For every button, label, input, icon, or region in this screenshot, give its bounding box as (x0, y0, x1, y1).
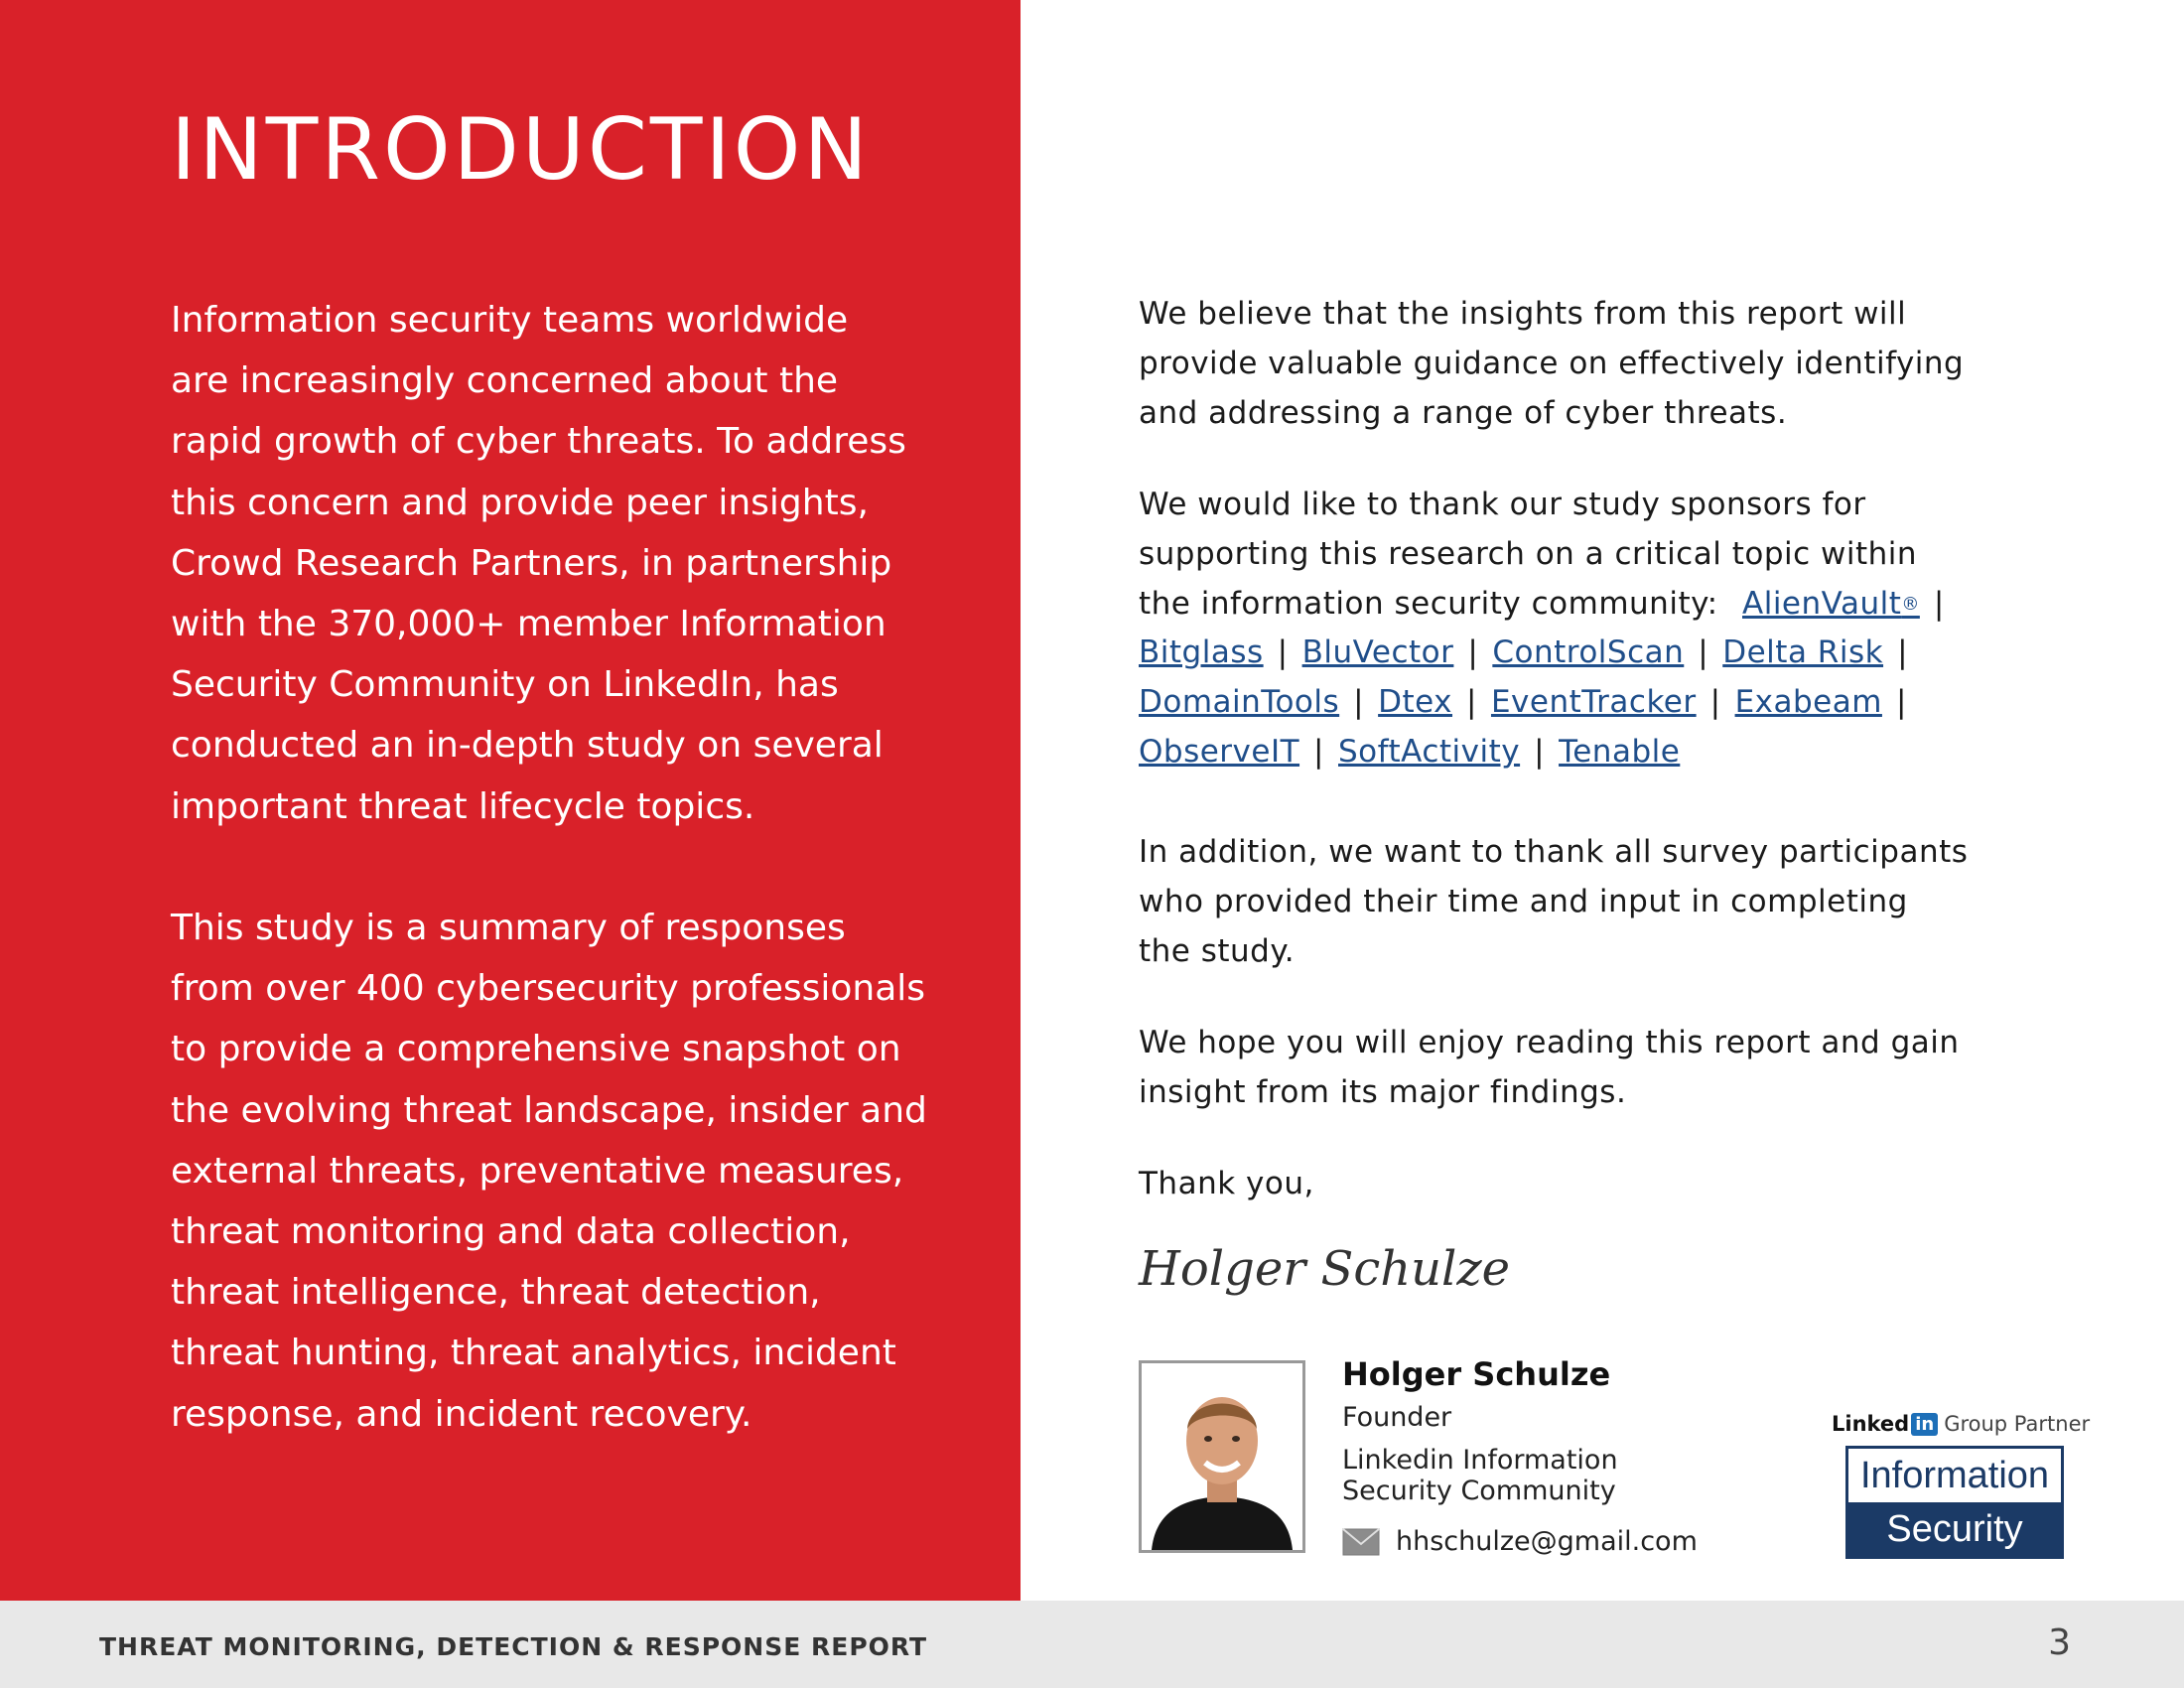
text-line: We would like to thank our study sponsors for (1139, 487, 1866, 522)
text-line: who provided their time and input in completing (1139, 883, 1908, 919)
text-line: We believe that the insights from this report will (1139, 296, 1907, 332)
text-line: Thank you, (1139, 1166, 1314, 1201)
sponsor-link-exabeam[interactable]: Exabeam (1734, 684, 1882, 721)
text-line: with the 370,000+ member Information (171, 604, 887, 645)
closing-line (1139, 1160, 2131, 1209)
sponsor-link-controlscan[interactable]: ControlScan (1492, 634, 1685, 671)
separator: | (1353, 684, 1365, 721)
text-line: to provide a comprehensive snapshot on (171, 1029, 901, 1070)
author-photo (1139, 1360, 1305, 1553)
separator: | (1897, 634, 1909, 671)
text-line: external threats, preventative measures, (171, 1150, 904, 1192)
text-line (1139, 629, 2131, 678)
mail-icon (1342, 1528, 1380, 1556)
linkedin-group-partner-label (1832, 1412, 2090, 1436)
sponsor-link-tenable[interactable]: Tenable (1559, 733, 1681, 770)
text-line: and addressing a range of cyber threats. (1139, 394, 1788, 431)
text-line: the study. (1139, 932, 1296, 969)
sponsor-link-eventtracker[interactable]: EventTracker (1490, 684, 1697, 721)
separator: | (1534, 733, 1546, 770)
separator: | (1313, 733, 1324, 770)
author-role: Founder (1342, 1402, 1452, 1433)
text-line: Security Community on LinkedIn, has (171, 664, 839, 706)
text-line: supporting this research on a critical topic within (1139, 535, 1918, 572)
sponsor-link-alienvault[interactable]: AlienVault® (1742, 585, 1920, 622)
separator: | (1895, 684, 1907, 721)
linkedin-logo-text: Linked (1832, 1412, 1910, 1436)
group-partner-text: Group Partner (1944, 1412, 2091, 1436)
registered-mark: ® (1901, 593, 1920, 615)
text-line: threat hunting, threat analytics, incident (171, 1333, 896, 1374)
badge-line-security: Security (1848, 1502, 2061, 1556)
sponsor-link-softactivity[interactable]: SoftActivity (1338, 733, 1521, 770)
separator: | (1698, 634, 1709, 671)
text-line: provide valuable guidance on effectively identifying (1139, 345, 1965, 381)
text-line: We hope you will enjoy reading this report and gain (1139, 1025, 1960, 1060)
intro-paragraph-2 (171, 898, 965, 1445)
sponsor-link-bluvector[interactable]: BluVector (1301, 634, 1454, 671)
page-number: 3 (2048, 1622, 2071, 1663)
paragraph-thanks-participants (1139, 828, 2131, 976)
text-line (1139, 580, 2131, 630)
paragraph-enjoy (1139, 1019, 2131, 1118)
separator: | (1466, 684, 1477, 721)
information-security-badge (1845, 1446, 2064, 1559)
text-line: insight from its major findings. (1139, 1073, 1627, 1110)
text-line: response, and incident recovery. (171, 1393, 752, 1435)
text-line: the evolving threat landscape, insider and (171, 1089, 927, 1131)
text-line: Crowd Research Partners, in partnership (171, 542, 892, 584)
linkedin-in-icon: in (1911, 1413, 1938, 1436)
text-line: Security Community (1342, 1476, 1616, 1506)
text-line: important threat lifecycle topics. (171, 785, 755, 827)
text-line: are increasingly concerned about the (171, 360, 839, 402)
text-line: conducted an in-depth study on several (171, 725, 884, 767)
intro-paragraph-1 (171, 290, 965, 837)
sponsor-link-observeit[interactable]: ObserveIT (1139, 733, 1300, 770)
sponsor-link-bitglass[interactable]: Bitglass (1139, 634, 1264, 671)
text-line: threat intelligence, threat detection, (171, 1272, 821, 1314)
badge-line-information: Information (1848, 1449, 2061, 1502)
page-title: INTRODUCTION (171, 100, 871, 200)
text-line (1139, 678, 2131, 728)
text-line (1139, 728, 2131, 777)
author-name: Holger Schulze (1342, 1355, 1611, 1393)
text-fragment: the information security community: (1139, 585, 1718, 622)
email-address[interactable]: hhschulze@gmail.com (1396, 1526, 1698, 1557)
separator: | (1277, 634, 1289, 671)
sponsor-link-domaintools[interactable]: DomainTools (1139, 684, 1340, 721)
signature: Holger Schulze (1139, 1241, 1511, 1297)
separator: | (1709, 684, 1721, 721)
sponsor-link-delta-risk[interactable]: Delta Risk (1722, 634, 1884, 671)
author-organization (1342, 1445, 1618, 1506)
intro-panel (0, 0, 1021, 1601)
text-line: In addition, we want to thank all survey participants (1139, 834, 1969, 870)
separator: | (1933, 585, 1945, 622)
text-line: This study is a summary of responses (171, 908, 846, 948)
text-line: threat monitoring and data collection, (171, 1211, 851, 1253)
separator: | (1467, 634, 1479, 671)
text-line: Information security teams worldwide (171, 300, 849, 341)
text-line: from over 400 cybersecurity professionals (171, 968, 926, 1010)
text-line: this concern and provide peer insights, (171, 482, 869, 523)
paragraph-sponsors (1139, 481, 2131, 777)
text-line: rapid growth of cyber threats. To address (171, 421, 906, 463)
footer-report-title: THREAT MONITORING, DETECTION & RESPONSE REPORT (99, 1632, 928, 1661)
person-portrait-icon (1142, 1363, 1302, 1550)
text-line: Linkedin Information (1342, 1445, 1618, 1476)
page-footer (0, 1601, 2184, 1688)
paragraph-insights (1139, 290, 2131, 438)
sponsor-link-dtex[interactable]: Dtex (1378, 684, 1453, 721)
author-email[interactable] (1342, 1526, 1698, 1557)
